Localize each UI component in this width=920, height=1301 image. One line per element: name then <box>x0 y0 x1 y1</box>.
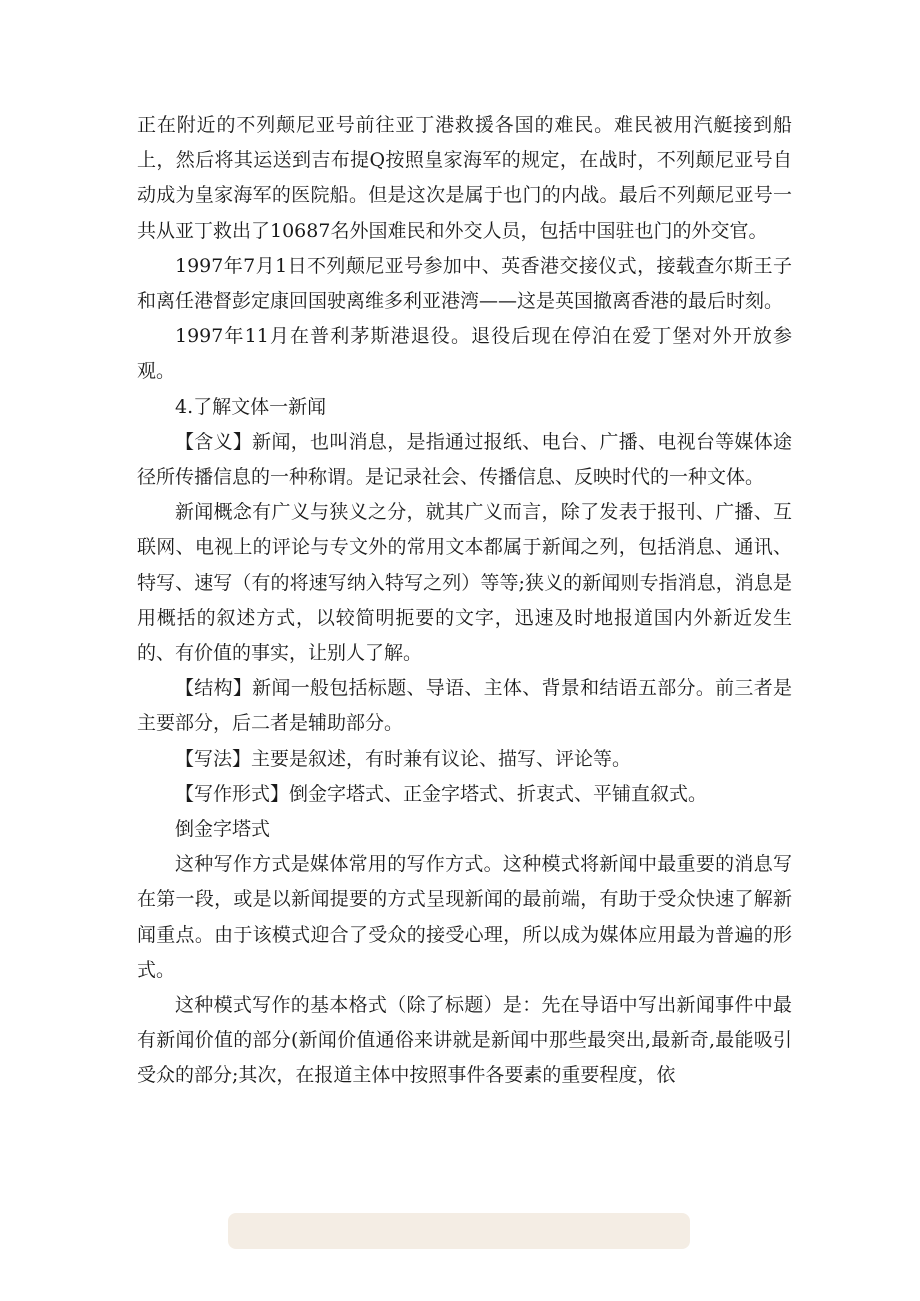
paragraph-writing-method: 【写法】主要是叙述，有时兼有议论、描写、评论等。 <box>175 747 632 770</box>
footer-bar <box>228 1213 690 1249</box>
subheading-inverted-pyramid: 倒金字塔式 <box>175 818 271 841</box>
paragraph-news-structure: 【结构】新闻一般包括标题、导语、主体、背景和结语五部分。前三者是主要部分，后二者是辅助部分。 <box>137 677 792 735</box>
paragraph-inverted-pyramid-description: 这种写作方式是媒体常用的写作方式。这种模式将新闻中最重要的消息写在第一段，或是以新闻提要的方式呈现新闻的最前端，有助于受众快速了解新闻重点。由于该模式迎合了受众的接受心理，所以成为媒体应用最为普遍的形式。 <box>137 853 792 981</box>
document-body <box>137 108 792 1094</box>
section-heading-news-genre: 4.了解文体一新闻 <box>175 395 327 418</box>
paragraph-hong-kong-handover: 1997年7月1日不列颠尼亚号参加中、英香港交接仪式，接载查尔斯王子和离任港督彭定康回国驶离维多利亚港湾——这是英国撤离香港的最后时刻。 <box>137 254 792 313</box>
paragraph-broad-narrow-news: 新闻概念有广义与狭义之分，就其广义而言，除了发表于报刊、广播、互联网、电视上的评论与专文外的常用文本都属于新闻之列，包括消息、通讯、特写、速写（有的将速写纳入特写之列）等等;狭义的新闻则专指消息，消息是用概括的叙述方式，以较简明扼要的文字，迅速及时地报道国内外新近发生的、有价值的事实，让别人了解。 <box>137 501 792 665</box>
paragraph-writing-forms: 【写作形式】倒金字塔式、正金字塔式、折衷式、平铺直叙式。 <box>175 782 708 805</box>
paragraph-inverted-pyramid-format: 这种模式写作的基本格式（除了标题）是：先在导语中写出新闻事件中最有新闻价值的部分(新闻价值通俗来讲就是新闻中那些最突出,最新奇,最能吸引受众的部分;其次，在报道主体中按照事件各要素的重要程度，依 <box>137 994 792 1087</box>
paragraph-rescue-continuation: 正在附近的不列颠尼亚号前往亚丁港救援各国的难民。难民被用汽艇接到船上，然后将其运送到吉布提Q按照皇家海军的规定，在战时，不列颠尼亚号自动成为皇家海军的医院船。但是这次是属于也门的内战。最后不列颠尼亚号一共从亚丁救出了10687名外国难民和外交人员，包括中国驻也门的外交官。 <box>137 114 792 242</box>
paragraph-retirement: 1997年11月在普利茅斯港退役。退役后现在停泊在爱丁堡对外开放参观。 <box>137 325 792 383</box>
paragraph-news-definition: 【含义】新闻，也叫消息，是指通过报纸、电台、广播、电视台等媒体途径所传播信息的一种称谓。是记录社会、传播信息、反映时代的一种文体。 <box>137 430 792 489</box>
